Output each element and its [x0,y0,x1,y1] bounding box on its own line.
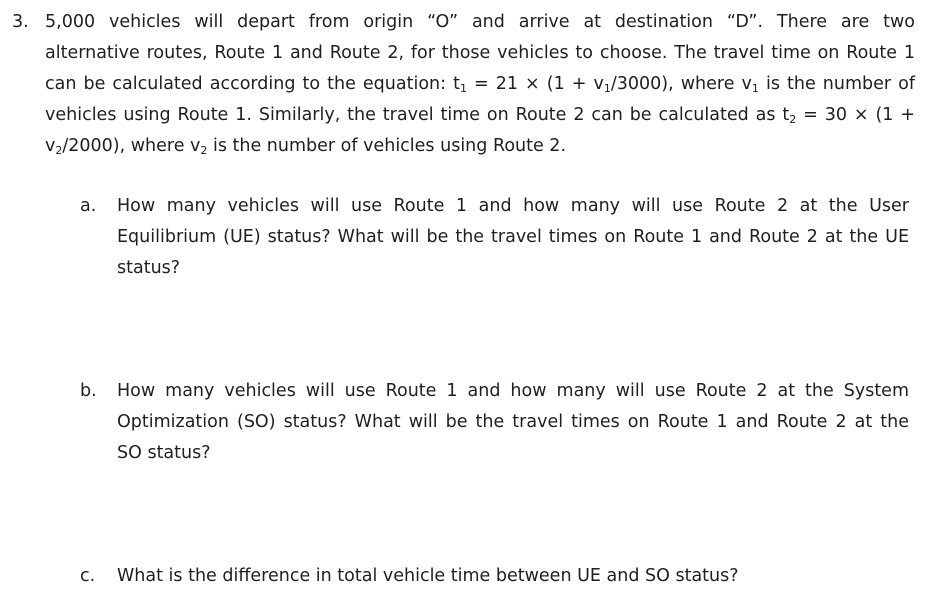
sub-question-line: How many vehicles will use Route 1 and how many will use Route 2 at the System [117,381,909,401]
question-number: 3. [12,12,29,32]
sub-question-text [117,376,909,469]
stem-text: = 30 × (1 + [796,105,915,125]
sub-question-text [117,191,909,284]
subscript: 1 [459,82,467,95]
question-stem [45,7,915,162]
sub-question-line: Equilibrium (UE) status? What will be the travel times on Route 1 and Route 2 at the UE [117,227,909,247]
sub-question-line: Optimization (SO) status? What will be the travel times on Route 1 and Route 2 at the [117,412,909,432]
subscript: 2 [55,144,63,157]
subscript: 1 [603,82,611,95]
sub-question-line: status? [117,258,181,278]
stem-text: is the number of vehicles using Route 2. [207,136,567,156]
stem-text: /2000), where v [62,136,201,156]
stem-line-1: 5,000 vehicles will depart from origin “O” and arrive at destination “D”. There are two [45,12,915,32]
sub-question-letter: b. [80,381,97,401]
stem-text: v [45,136,56,156]
sub-question-line: SO status? [117,443,211,463]
stem-text: = 21 × (1 + v [466,74,604,94]
stem-line-2: alternative routes, Route 1 and Route 2, for those vehicles to choose. The travel time on Route 1 [45,43,915,63]
sub-question-text [117,561,909,592]
stem-line-3 [45,69,915,100]
stem-text: /3000), where v [610,74,752,94]
sub-question-line: What is the difference in total vehicle time between UE and SO status? [117,566,739,586]
subscript: 1 [751,82,759,95]
stem-line-4 [45,100,915,131]
stem-text: is the number of [758,74,915,94]
stem-line-5 [45,131,915,162]
sub-question-letter: a. [80,196,97,216]
stem-text: vehicles using Route 1. Similarly, the travel time on Route 2 can be calculated as t [45,105,790,125]
sub-question-line: How many vehicles will use Route 1 and how many will use Route 2 at the User [117,196,909,216]
subscript: 2 [789,113,797,126]
subscript: 2 [200,144,208,157]
sub-question-letter: c. [80,566,96,586]
stem-text: can be calculated according to the equation: t [45,74,460,94]
